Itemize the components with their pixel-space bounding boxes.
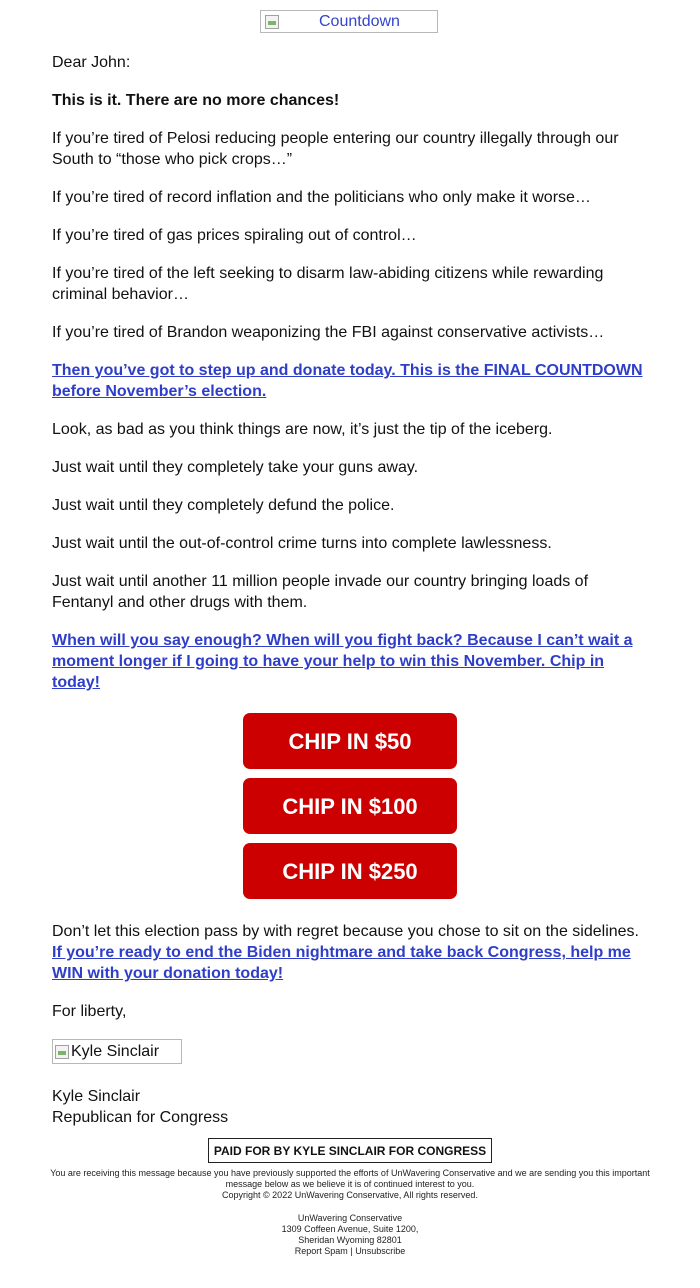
signoff: For liberty, — [52, 1003, 127, 1020]
closing-text: Don’t let this election pass by with regret because you chose to sit on the sidelines. — [52, 923, 639, 940]
sender-block — [52, 1086, 652, 1128]
email-footer — [40, 1168, 660, 1257]
paragraph: Look, as bad as you think things are now, it’s just the tip of the iceberg. — [52, 421, 553, 438]
greeting: Dear John: — [52, 54, 131, 71]
paragraph: If you’re tired of Brandon weaponizing the FBI against conservative activists… — [52, 324, 605, 341]
closing-paragraph — [52, 921, 652, 984]
footer-link-separator: | — [350, 1246, 353, 1256]
chip-in-100-button[interactable]: CHIP IN $100 — [243, 778, 457, 834]
footer-copyright: Copyright © 2022 UnWavering Conservative, All rights reserved. — [222, 1190, 478, 1200]
paragraph: Just wait until they completely defund the police. — [52, 497, 395, 514]
chip-in-cta-link[interactable]: When will you say enough? When will you fight back? Because I can’t wait a moment longer if I going to have your help to win this November. Chip in today! — [52, 632, 633, 691]
signature-image — [52, 1039, 182, 1064]
closing-donate-link[interactable]: If you’re ready to end the Biden nightmare and take back Congress, help me WIN with your donation today! — [52, 944, 631, 982]
paragraph: If you’re tired of record inflation and the politicians who only make it worse… — [52, 189, 591, 206]
paragraph: If you’re tired of gas prices spiraling out of control… — [52, 227, 417, 244]
signature-image-alt: Kyle Sinclair — [71, 1043, 160, 1060]
footer-org: UnWavering Conservative — [297, 1213, 403, 1223]
footer-address-line-2: Sheridan Wyoming 82801 — [298, 1235, 402, 1245]
report-spam-link[interactable]: Report Spam — [294, 1246, 348, 1256]
donate-cta-link[interactable]: Then you’ve got to step up and donate today. This is the FINAL COUNTDOWN before November’s election. — [52, 362, 643, 400]
sender-title: Republican for Congress — [52, 1109, 229, 1126]
paragraph: Just wait until they completely take your guns away. — [52, 459, 419, 476]
broken-image-icon — [265, 15, 279, 29]
countdown-header-image — [260, 10, 438, 33]
broken-image-icon — [55, 1045, 69, 1059]
paragraph: Just wait until another 11 million people invade our country bringing loads of Fentanyl and other drugs with them. — [52, 573, 589, 611]
paragraph: Just wait until the out-of-control crime turns into complete lawlessness. — [52, 535, 552, 552]
paragraph: If you’re tired of the left seeking to disarm law-abiding citizens while rewarding criminal behavior… — [52, 265, 604, 303]
footer-notice: You are receiving this message because you have previously supported the efforts of UnWavering Conservative and we are sending you this important message below as we believe it is of continued interest to you. — [50, 1168, 650, 1189]
chip-in-50-button[interactable]: CHIP IN $50 — [243, 713, 457, 769]
unsubscribe-link[interactable]: Unsubscribe — [355, 1246, 406, 1256]
countdown-image-alt: Countdown — [319, 12, 400, 30]
footer-links — [40, 1246, 660, 1257]
email-body — [52, 52, 652, 1128]
paragraph: If you’re tired of Pelosi reducing people entering our country illegally through our South to “those who pick crops…” — [52, 130, 619, 168]
sender-name: Kyle Sinclair — [52, 1088, 141, 1105]
footer-address-line-1: 1309 Coffeen Avenue, Suite 1200, — [281, 1224, 419, 1234]
chip-in-250-button[interactable]: CHIP IN $250 — [243, 843, 457, 899]
paid-for-disclaimer: PAID FOR BY KYLE SINCLAIR FOR CONGRESS — [208, 1138, 492, 1163]
donation-buttons — [0, 713, 700, 899]
headline: This is it. There are no more chances! — [52, 92, 340, 109]
